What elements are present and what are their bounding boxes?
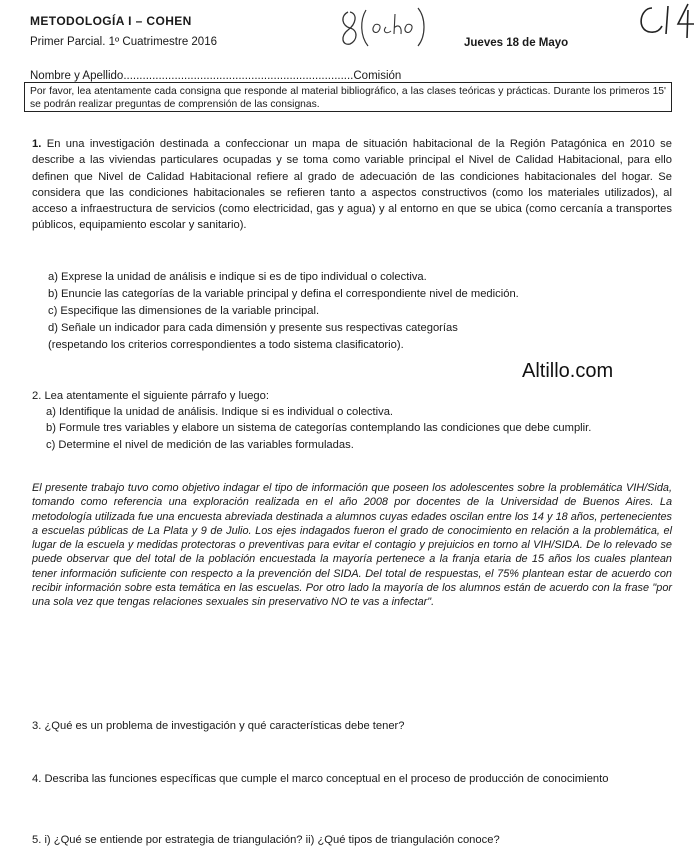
question-1-item-a: a) Exprese la unidad de análisis e indique si es de tipo individual o colectiva.: [48, 271, 427, 283]
handwritten-corner-mark: [632, 0, 698, 44]
question-2-item-a: a) Identifique la unidad de análisis. Indique si es individual o colectiva.: [46, 406, 394, 419]
watermark: Altillo.com: [522, 360, 614, 382]
question-1: [32, 136, 672, 234]
question-4: 4. Describa las funciones específicas que cumple el marco conceptual en el proceso de producción de conocimiento: [32, 773, 609, 785]
question-2-intro: Lea atentamente el siguiente párrafo y luego:: [44, 390, 269, 402]
question-2-item-b: b) Formule tres variables y elabore un sistema de categorías contemplando las condiciones que debe cumplir.: [46, 422, 592, 435]
question-2: [32, 388, 672, 453]
question-1-items: [48, 269, 668, 354]
exam-date: Jueves 18 de Mayo: [464, 37, 569, 49]
question-2-intro-line: [32, 388, 672, 404]
question-1-item-b: b) Enuncie las categorías de la variable principal y defina el correspondiente nivel de medición.: [48, 288, 519, 300]
question-1-item-d-note: (respetando los criterios correspondientes a todo sistema clasificatorio).: [48, 339, 404, 351]
question-1-text: En una investigación destinada a confeccionar un mapa de situación habitacional de la Región Patagónica en 2010 se describe a las viviendas particulares ocupadas y se toma como variable principal el Nivel de Calidad Habitacional, para ello definen que Nivel de Calidad Habitacional refiere al grado de adecuación de las condiciones habitacionales del hogar. Se considera que las condiciones habitacionales se refieren tanto a aspectos constructivos (como los materiales utilizados), al acceso a infraestructura de servicios (como electricidad, gas y agua) y al entorno en que se ubica (como cercanía a transportes públicos, equipamiento escolar y sanitario).: [32, 138, 672, 232]
instructions-box: Por favor, lea atentamente cada consigna que responde al material bibliográfico, a las clases teóricas y prácticas. Durante los primeros 15' se podrán realizar preguntas de comprensión de las consignas.: [24, 82, 672, 112]
question-2-number: 2.: [32, 390, 42, 402]
question-2-item-c: c) Determine el nivel de medición de las variables formuladas.: [46, 438, 354, 451]
question-5: 5. i) ¿Qué se entiende por estrategia de triangulación? ii) ¿Qué tipos de triangulación conoce?: [32, 834, 500, 846]
case-paragraph: El presente trabajo tuvo como objetivo indagar el tipo de información que poseen los adolescentes sobre la problemática VIH/Sida, tomando como referencia una exploración realizada en el año 2008 por docentes de la Universidad de Buenos Aires. La metodología utilizada fue una encuesta abreviada destinada a alumnos cuyas edades oscilan entre los 14 y 18 años, pertenecientes a escuelas públicas de La Plata y 9 de Julio. Los ejes indagados fueron el grado de conocimiento en relación a la problemática, el lugar de la escuela y medidas protectoras o preventivas para evitar el contagio y prejuicios en torno al VIH/SIDA. De lo relevado se puede observar que del total de la población encuestada la mayoría pertenece a la franja etaria de 15 años los cuales plantean tener información suficiente con respecto a la prevención del SIDA. Del total de respuestas, el 75% plantean estar de acuerdo con recibir información sobre esta temática en las escuelas. Por otro lado la mayoría de los alumnos están de acuerdo con la frase "por una sola vez que tengas relaciones sexuales sin preservativo NO te vas a infectar".: [32, 482, 672, 609]
course-title: METODOLOGÍA I – COHEN: [30, 14, 192, 28]
handwritten-grade: [338, 4, 430, 52]
question-1-item-c: c) Especifique las dimensiones de la variable principal.: [48, 305, 320, 317]
question-1-item-d: d) Señale un indicador para cada dimensión y presente sus respectivas categorías: [48, 322, 458, 334]
exam-subtitle: Primer Parcial. 1º Cuatrimestre 2016: [30, 36, 217, 48]
question-1-number: 1.: [32, 138, 42, 150]
question-3: 3. ¿Qué es un problema de investigación y qué características debe tener?: [32, 720, 405, 732]
student-name-field: Nombre y Apellido........................................................................Comisión: [30, 70, 402, 82]
